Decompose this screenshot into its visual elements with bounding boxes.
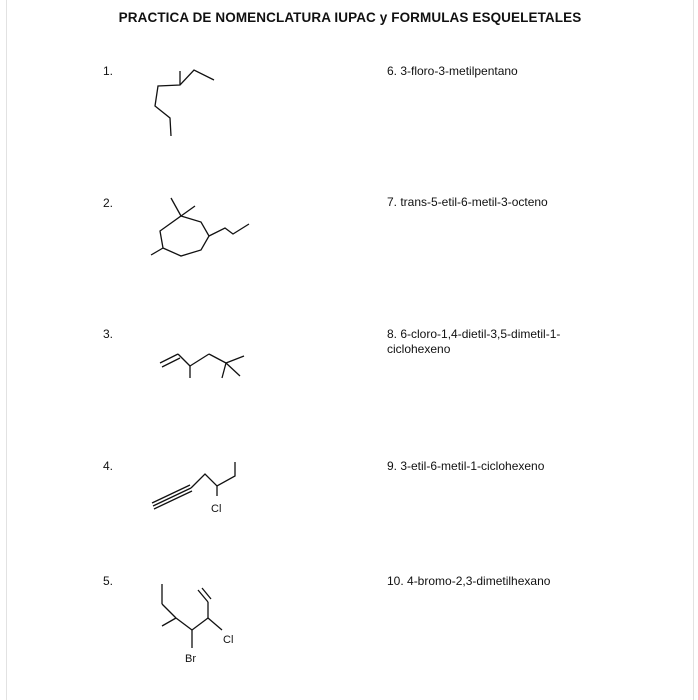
item-number-5: 5. bbox=[103, 574, 114, 588]
item-number-3: 3. bbox=[103, 327, 114, 341]
chlorine-label-5: Cl bbox=[223, 634, 234, 646]
item-number-4: 4. bbox=[103, 459, 114, 473]
skeletal-structure-1 bbox=[147, 66, 237, 136]
bromine-label-5: Br bbox=[185, 653, 196, 665]
worksheet-page bbox=[6, 0, 694, 700]
question-9: 9. 3-etil-6-metil-1-ciclohexeno bbox=[387, 459, 545, 473]
page-title: PRACTICA DE NOMENCLATURA IUPAC y FORMULAS ESQUELETALES bbox=[118, 10, 582, 25]
question-8: 8. 6-cloro-1,4-dietil-3,5-dimetil-1-ciclohexeno bbox=[387, 327, 561, 356]
question-7: 7. trans-5-etil-6-metil-3-octeno bbox=[387, 195, 548, 209]
skeletal-structure-4 bbox=[149, 458, 259, 520]
item-number-2: 2. bbox=[103, 196, 114, 210]
item-number-1: 1. bbox=[103, 64, 114, 78]
skeletal-structure-2 bbox=[145, 190, 260, 260]
question-10: 10. 4-bromo-2,3-dimetilhexano bbox=[387, 574, 551, 588]
chlorine-label-4: Cl bbox=[211, 503, 222, 515]
question-6: 6. 3-floro-3-metilpentano bbox=[387, 64, 518, 78]
skeletal-structure-5 bbox=[152, 578, 252, 668]
skeletal-structure-3 bbox=[154, 346, 254, 386]
